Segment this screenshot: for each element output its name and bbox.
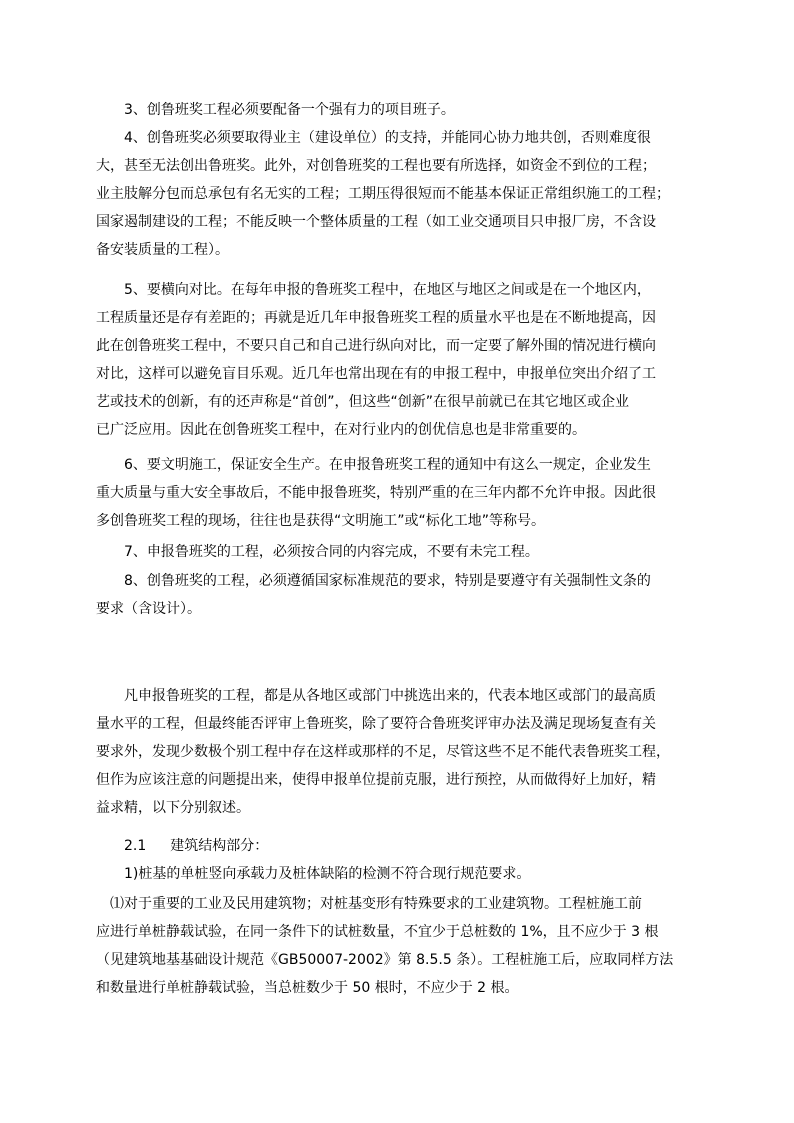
text-line: 多创鲁班奖工程的现场，往往也是获得“文明施工”或“标化工地”等称号。 — [96, 513, 546, 529]
text-line: 但作为应该注意的问题提出来，使得申报单位提前克服，进行预控，从而做得好上加好，精 — [96, 772, 656, 788]
paragraph-item-4 — [96, 124, 696, 264]
text-line: 1)桩基的单桩竖向承载力及桩体缺陷的检测不符合现行规范要求。 — [124, 866, 531, 882]
item-1-sub-1 — [96, 890, 696, 1002]
text-line: 5、要横向对比。在每年申报的鲁班奖工程中，在地区与地区之间或是在一个地区内， — [124, 282, 651, 298]
text-line: 已广泛应用。因此在创鲁班奖工程中，在对行业内的创优信息也是非常重要的。 — [96, 422, 586, 438]
text-line: 凡申报鲁班奖的工程，都是从各地区或部门中挑选出来的，代表本地区或部门的最高质 — [124, 688, 656, 704]
paragraph-item-8 — [96, 567, 696, 623]
text-line: 工程质量还是存有差距的；再就是近几年申报鲁班奖工程的质量水平也是在不断地提高，因 — [96, 310, 656, 326]
section-title: 建筑结构部分： — [170, 838, 269, 854]
text-line: 重大质量与重大安全事故后，不能申报鲁班奖，特别严重的在三年内都不允许申报。因此很 — [96, 485, 656, 501]
section-number: 2.1 — [124, 838, 147, 854]
text-line: 3、创鲁班奖工程必须要配备一个强有力的项目班子。 — [124, 102, 455, 118]
text-line: 国家遏制建设的工程；不能反映一个整体质量的工程（如工业交通项目只申报厂房，不含设 — [96, 214, 656, 230]
text-line: 业主肢解分包而总承包有名无实的工程；工期压得很短而不能基本保证正常组织施工的工程； — [96, 186, 670, 202]
item-1 — [96, 860, 696, 888]
text-line: 对比，这样可以避免盲目乐观。近几年也常出现在有的申报工程中，申报单位突出介绍了工 — [96, 366, 656, 382]
text-line: 4、创鲁班奖必须要取得业主（建设单位）的支持，并能同心协力地共创，否则难度很 — [124, 130, 651, 146]
paragraph-item-5 — [96, 276, 696, 444]
text-line: 大，甚至无法创出鲁班奖。此外，对创鲁班奖的工程也要有所选择，如资金不到位的工程； — [96, 158, 656, 174]
text-line: 和数量进行单桩静载试验，当总桩数少于 50 根时，不应少于 2 根。 — [96, 980, 519, 996]
text-line: 艺或技术的创新，有的还声称是“首创”，但这些“创新”在很早前就已在其它地区或企业 — [96, 394, 630, 410]
text-line: 要求（含设计）。 — [96, 601, 201, 617]
text-line: 7、申报鲁班奖的工程，必须按合同的内容完成，不要有未完工程。 — [124, 544, 539, 560]
text-line: 益求精，以下分别叙述。 — [96, 800, 250, 816]
text-line: 6、要文明施工，保证安全生产。在申报鲁班奖工程的通知中有这么一规定，企业发生 — [124, 457, 651, 473]
paragraph-item-6 — [96, 451, 696, 535]
section-heading — [96, 832, 696, 860]
text-line: ⑴对于重要的工业及民用建筑物；对桩基变形有特殊要求的工业建筑物。工程桩施工前 — [110, 896, 642, 912]
intro-paragraph — [96, 682, 696, 822]
text-line: 此在创鲁班奖工程中，不要只自己和自己进行纵向对比，而一定要了解外围的情况进行横向 — [96, 338, 656, 354]
paragraph-item-3 — [96, 96, 696, 124]
text-line: 备安装质量的工程）。 — [96, 242, 229, 258]
text-line: 量水平的工程，但最终能否评审上鲁班奖，除了要符合鲁班奖评审办法及满足现场复查有关 — [96, 716, 656, 732]
text-line: （见建筑地基基础设计规范《GB50007-2002》第 8.5.5 条）。工程桩施工后，应取同样方法 — [96, 952, 674, 968]
text-line: 应进行单桩静载试验，在同一条件下的试桩数量，不宜少于总桩数的 1%，且不应少于 3 根 — [96, 924, 659, 940]
text-line: 8、创鲁班奖的工程，必须遵循国家标准规范的要求，特别是要遵守有关强制性文条的 — [124, 573, 651, 589]
text-line: 要求外，发现少数极个别工程中存在这样或那样的不足，尽管这些不足不能代表鲁班奖工程， — [96, 744, 670, 760]
paragraph-item-7 — [96, 538, 696, 566]
